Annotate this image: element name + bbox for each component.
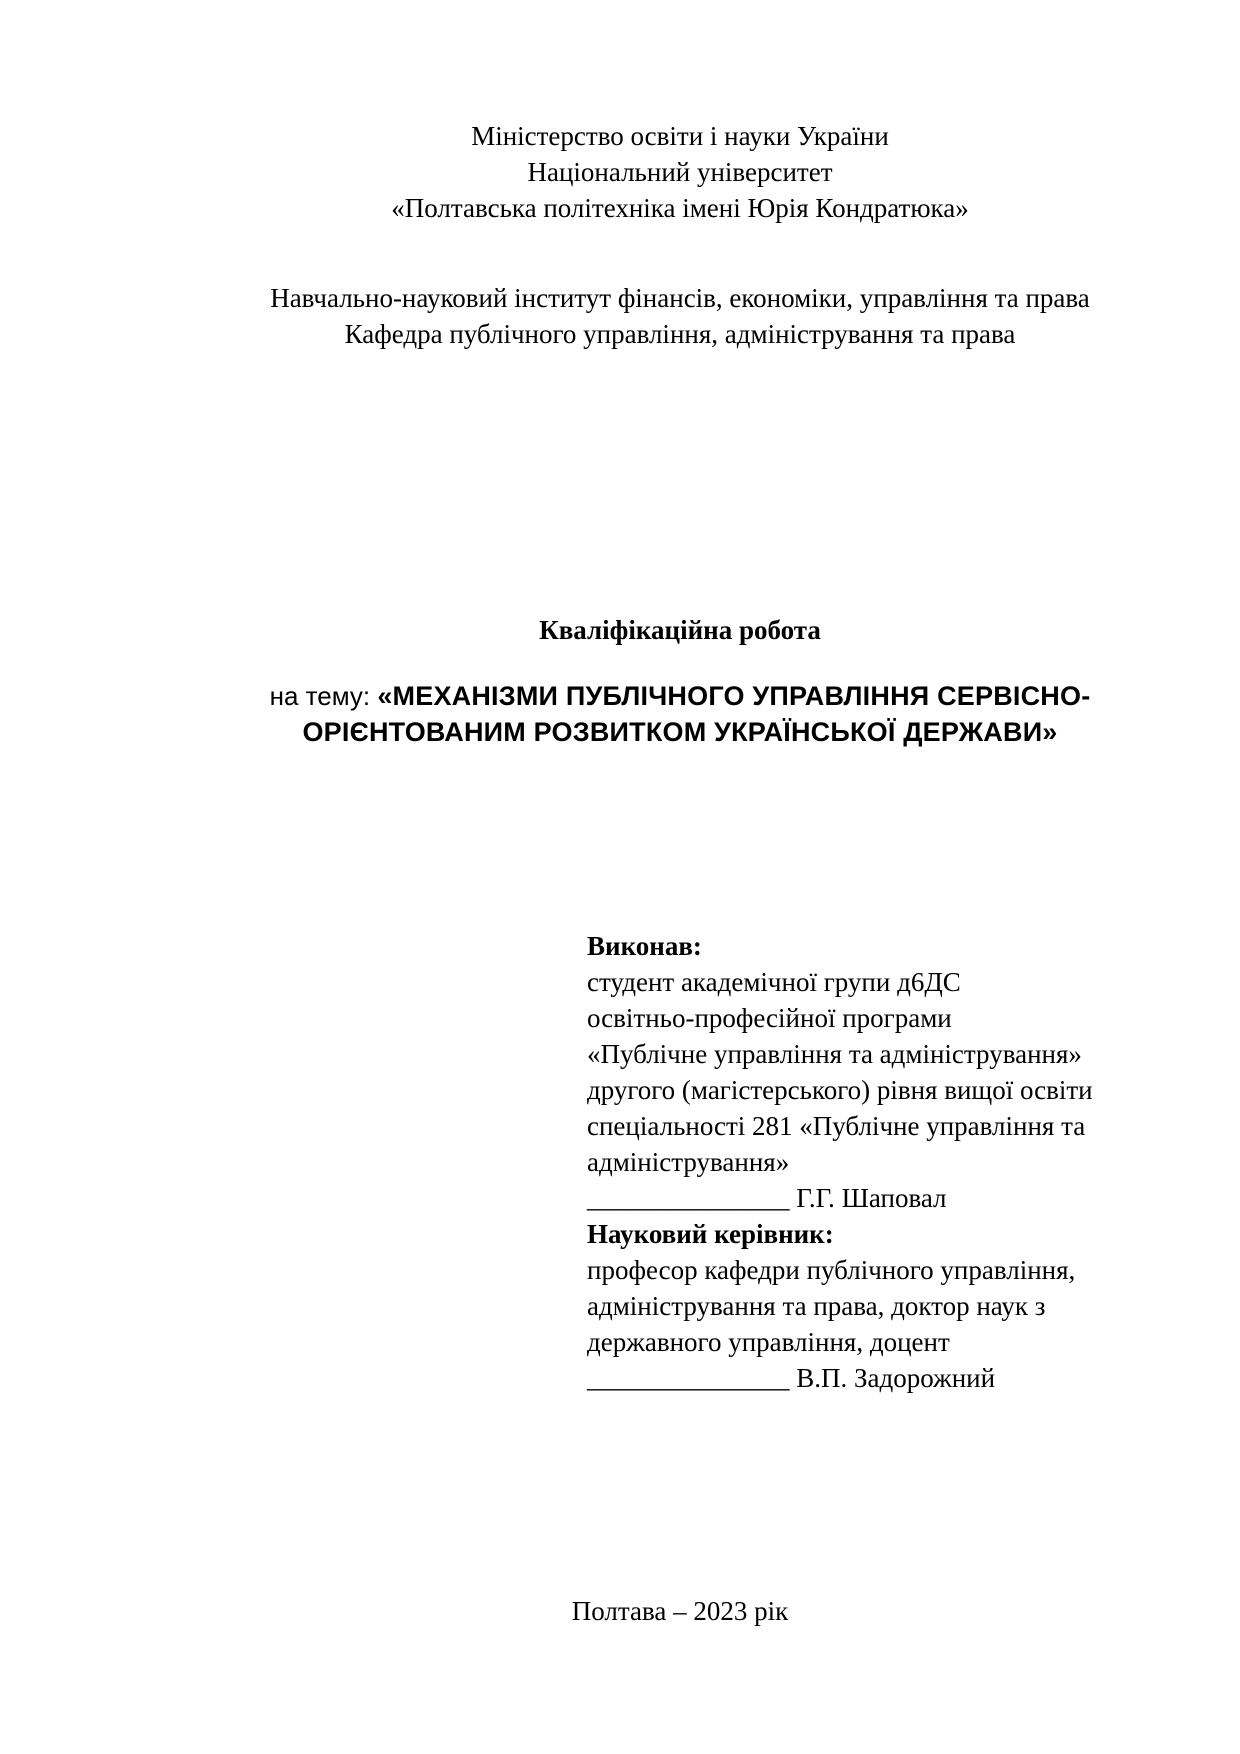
author-line: другого (магістерського) рівня вищої освіти: [587, 1075, 1093, 1105]
city-year: Полтава – 2023 рік: [571, 1596, 789, 1626]
supervisor-line: державного управління, доцент: [587, 1327, 950, 1357]
topic-line1: [60, 678, 1240, 714]
author-supervisor-block: [587, 928, 1207, 1396]
author-line: адміністрування»: [587, 1147, 790, 1177]
supervisor-line: адміністрування та права, доктор наук з: [587, 1291, 1046, 1321]
topic-block: [60, 678, 1240, 750]
institute-name: Навчально-науковий інститут фінансів, економіки, управління та права: [270, 283, 1090, 313]
author-line: студент академічної групи д6ДС: [587, 967, 961, 997]
work-type-title: Кваліфікаційна робота: [539, 615, 821, 645]
author-line: «Публічне управління та адміністрування»: [587, 1039, 1082, 1069]
university-name-line1: Національний університет: [527, 157, 833, 187]
university-name-line2: «Полтавська політехніка імені Юрія Кондратюка»: [391, 193, 969, 223]
author-line: спеціальності 281 «Публічне управління та: [587, 1111, 1086, 1141]
author-line: освітньо-професійної програми: [587, 1003, 952, 1033]
work-type-block: [60, 612, 1240, 648]
header-block: [60, 118, 1240, 226]
institute-block: [60, 280, 1240, 352]
supervisor-signature-line: _______________ В.П. Задорожний: [587, 1363, 996, 1393]
supervisor-label: Науковий керівник:: [587, 1219, 834, 1249]
topic-title-line1: «МЕХАНІЗМИ ПУБЛІЧНОГО УПРАВЛІННЯ СЕРВІСНО-: [377, 681, 1091, 711]
author-signature-line: _______________ Г.Г. Шаповал: [587, 1183, 947, 1213]
supervisor-line: професор кафедри публічного управління,: [587, 1255, 1076, 1285]
topic-title-line2: ОРІЄНТОВАНИМ РОЗВИТКОМ УКРАЇНСЬКОЇ ДЕРЖАВИ»: [302, 717, 1058, 747]
department-name: Кафедра публічного управління, адміністрування та права: [344, 319, 1016, 349]
topic-prefix: на тему:: [269, 681, 378, 711]
footer-block: [60, 1593, 1240, 1629]
ministry-name: Міністерство освіти і науки України: [471, 121, 889, 151]
author-label: Виконав:: [587, 931, 702, 961]
